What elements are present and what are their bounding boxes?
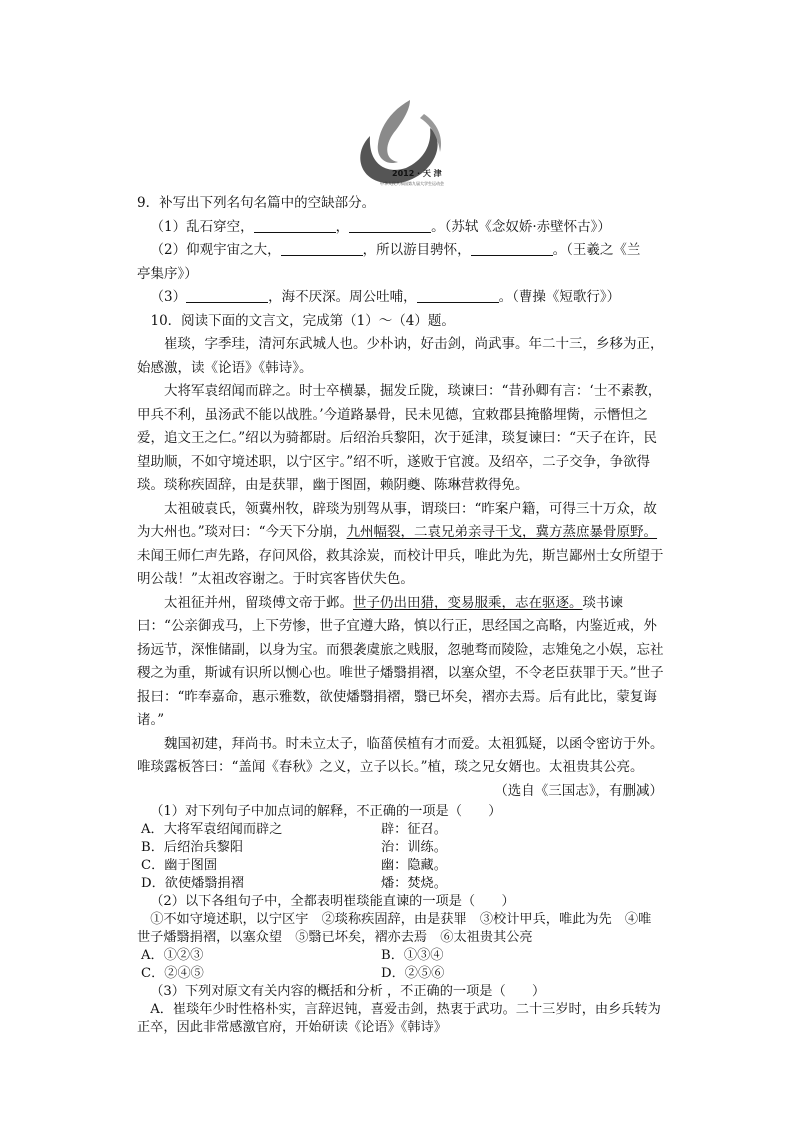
passage-paragraph-2: 大将军袁绍闻而辟之。时士卒横暴，掘发丘陇，琰谏曰：“昔孙卿有言：‘士不素教，甲兵不利，虽汤武不能以战胜。’今道路暴骨，民未见德，宜敕郡县掩骼埋胔，示憯怛之爱，追文王之仁。”绍以为骑都尉。后绍治兵黎阳，次于延津，琰复谏曰：“天子在许，民望助顺，不如守境述职，以宁区宇。”绍不听，遂败于官渡。及绍卒，二子交争，争欲得琰。琰称疾固辞，由是获罪，幽于图圄，赖阴夔、陈琳营救得免。 xyxy=(137,383,662,493)
option-row: A．①②③ B．①③④ xyxy=(141,948,444,963)
sub-question-3: （3）下列对原文有关内容的概括和分析 ，不正确的一项是（ ） xyxy=(150,984,546,999)
option-row: C．幽于图圄 幽：隐藏。 xyxy=(141,858,447,873)
answer-blank xyxy=(254,218,336,233)
q9-title: 9．补写出下列名句名篇中的空缺部分。 xyxy=(137,195,376,211)
sub-question-2-items: ①不如守境述职，以宁区宇 ②琰称疾固辞，由是获罪 ③校计甲兵，唯此为先 ④唯 xyxy=(150,912,652,927)
answer-blank xyxy=(186,288,268,303)
passage-paragraph-4: 太祖征并州，留琰傅文帝于邺。世子仍出田猎，变易服乘，志在驱逐。琰书谏曰：“公亲御戎马，上下劳惨，世子宜遵大路，慎以行正，思经国之高略，内鉴近戒，外扬远节，深惟储副，以身为宝。而猥袭虞旅之贱服，忽驰骛而陵险，志雉兔之小娱，忘社稷之为重，斯诚有识所以恻心也。唯世子燔翳捐褶，以塞众望，不令老臣获罪于天。”世子报曰：“昨奉嘉命，惠示雅数，欲使燔翳捐褶，翳已坏矣，褶亦去焉。后有此比，蒙复诲诸。” xyxy=(137,594,664,728)
passage-paragraph-1: 崔琰，字季珪，清河东武城人也。少朴讷，好击剑，尚武事。年二十三，乡移为正，始感激，读《论语》《韩诗》。 xyxy=(137,336,664,376)
universiade-logo xyxy=(340,96,455,188)
answer-blank xyxy=(417,288,499,303)
option-row: D．欲使燔翳捐褶 燔：焚烧。 xyxy=(141,876,447,891)
answer-blank xyxy=(471,241,553,256)
sub-question-3-option-a: A．崔琰年少时性格朴实，言辞迟钝，喜爱击剑，热衷于武功。二十三岁时，由乡兵转为 xyxy=(150,1002,661,1017)
underlined-sentence: 世子仍出田猎，变易服乘，志在驱逐。 xyxy=(353,594,583,611)
q9-line-1: （1）乱石穿空， ， 。（苏轼《念奴娇·赤壁怀古》） xyxy=(150,218,611,235)
underlined-sentence: 九州幅裂，二袁兄弟亲寻干戈，冀方蒸庶暴骨原野。 xyxy=(346,524,658,540)
document-body xyxy=(137,192,667,1037)
sub-question-2: （2）以下各组句子中，全都表明崔琰能直谏的一项是（ ） xyxy=(150,894,515,909)
option-row: B．后绍治兵黎阳 治：训练。 xyxy=(141,840,447,855)
passage-paragraph-5: 魏国初建，拜尚书。时未立太子，临菑侯植有才而爱。太祖狐疑，以函令密访于外。唯琰露板答曰：“盖闻《春秋》之义，立子以长。”植，琰之兄女婿也。太祖贵其公亮。 xyxy=(137,735,664,775)
option-row: A．大将军袁绍闻而辟之 辟：征召。 xyxy=(141,822,447,837)
q9-line-2-cont: 亭集序》） xyxy=(137,265,198,282)
sub-question-1: （1）对下列句子中加点词的解释，不正确的一项是（ ） xyxy=(150,804,502,819)
option-row: C．②④⑤ D．②⑤⑥ xyxy=(141,966,445,981)
q9-line-2: （2）仰观宇宙之大， ，所以游目骋怀， 。（王羲之《兰 xyxy=(150,242,641,258)
sub-question-3-option-a-cont: 正卒，因此非常感激官府，开始研读《论语》《韩诗》 xyxy=(137,1020,447,1035)
sub-question-2-items-cont: 世子燔翳捐褶，以塞众望 ⑤翳已坏矣，褶亦去焉 ⑥太祖贵其公亮 xyxy=(137,930,533,945)
q9-line-3: （3） ，海不厌深。周公吐哺， 。（曹操《短歌行》） xyxy=(150,289,621,305)
answer-blank xyxy=(349,218,431,233)
passage-paragraph-3: 太祖破袁氏，领冀州牧，辟琰为别驾从事，谓琰曰：“昨案户籍，可得三十万众，故为大州也。”琰对曰：“今天下分崩，九州幅裂，二袁兄弟亲寻干戈，冀方蒸庶暴骨原野。未闻王师仁声先路，存问风俗，救其涂炭，而校计甲兵，唯此为先，斯岂鄙州士女所望于明公哉！”太祖改容谢之。于时宾客皆伏失色。 xyxy=(137,500,664,587)
logo-subtext: 中华人民共和国第九届大学生运动会 xyxy=(380,181,444,186)
answer-blank xyxy=(281,241,363,256)
logo-text: 2012 · 天 津 xyxy=(392,169,442,178)
q10-title: 10．阅读下面的文言文，完成第（1）～（4）题。 xyxy=(150,312,455,329)
passage-source: （选自《三国志》，有删减） xyxy=(494,782,663,799)
